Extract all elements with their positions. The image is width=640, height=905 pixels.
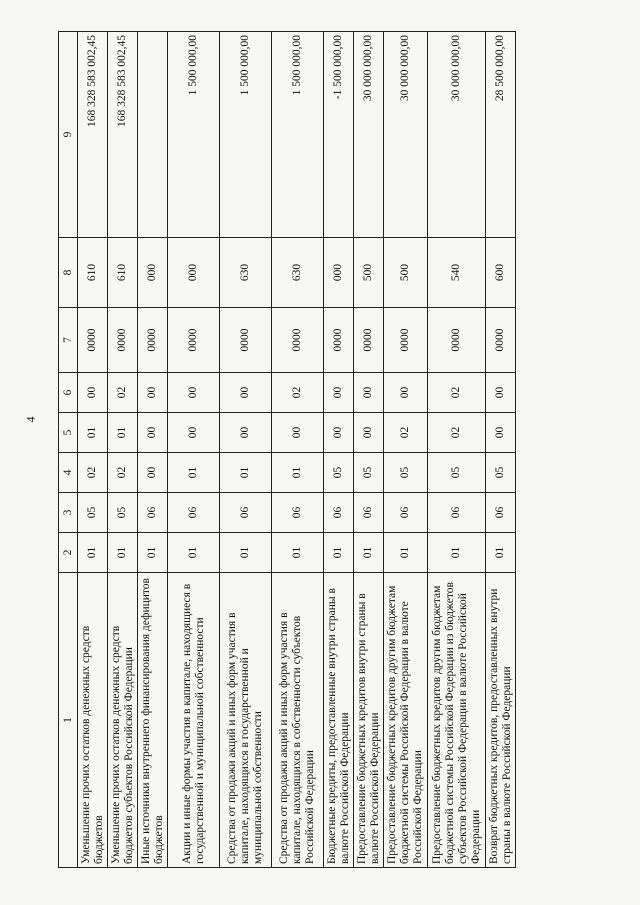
code-cell: 00 — [354, 413, 384, 453]
code-cell: 01 — [384, 533, 428, 573]
code-cell: 540 — [428, 238, 486, 308]
code-cell: 02 — [78, 453, 108, 493]
code-cell: 06 — [384, 493, 428, 533]
code-cell: 0000 — [108, 308, 138, 373]
amount-cell: 168 328 583 002,45 — [108, 32, 138, 238]
column-header: 8 — [59, 238, 78, 308]
table-row — [78, 32, 108, 868]
code-cell: 0000 — [272, 308, 324, 373]
row-label-cell: Бюджетные кредиты, предоставленные внутри страны в валюте Российской Федерации — [324, 573, 354, 868]
column-header: 7 — [59, 308, 78, 373]
code-cell: 01 — [78, 533, 108, 573]
code-cell: 01 — [324, 533, 354, 573]
table-row — [168, 32, 220, 868]
row-label-cell: Иные источники внутреннего финансирования дефицитов бюджетов — [138, 573, 168, 868]
code-cell: 00 — [220, 373, 272, 413]
row-label-cell: Предоставление бюджетных кредитов другим бюджетам бюджетной системы Российской Федерации из бюджетов субъектов Российской Федерации в валюте Российской Федерации — [428, 573, 486, 868]
code-cell: 05 — [486, 453, 516, 493]
code-cell: 06 — [324, 493, 354, 533]
code-cell: 610 — [78, 238, 108, 308]
table-row — [108, 32, 138, 868]
row-label-cell: Предоставление бюджетных кредитов внутри страны в валюте Российской Федерации — [354, 573, 384, 868]
column-header: 4 — [59, 453, 78, 493]
code-cell: 00 — [354, 373, 384, 413]
code-cell: 01 — [168, 453, 220, 493]
code-cell: 00 — [486, 373, 516, 413]
page-number: 4 — [23, 416, 38, 423]
code-cell: 05 — [428, 453, 486, 493]
table-row — [384, 32, 428, 868]
amount-cell: 28 500 000,00 — [486, 32, 516, 238]
code-cell: 0000 — [354, 308, 384, 373]
code-cell: 500 — [384, 238, 428, 308]
code-cell: 0000 — [324, 308, 354, 373]
code-cell: 01 — [108, 413, 138, 453]
code-cell: 00 — [168, 373, 220, 413]
code-cell: 01 — [220, 453, 272, 493]
code-cell: 05 — [354, 453, 384, 493]
row-label-cell: Акции и иные формы участия в капитале, находящиеся в государственной и муниципальной собственности — [168, 573, 220, 868]
code-cell: 02 — [428, 413, 486, 453]
code-cell: 01 — [108, 533, 138, 573]
code-cell: 00 — [138, 453, 168, 493]
row-label-cell: Предоставление бюджетных кредитов другим бюджетам бюджетной системы Российской Федерации в валюте Российской Федерации — [384, 573, 428, 868]
column-header: 5 — [59, 413, 78, 453]
code-cell: 600 — [486, 238, 516, 308]
column-header: 2 — [59, 533, 78, 573]
row-label-cell: Средства от продажи акций и иных форм участия в капитале, находящихся в государственной и муниципальной собственности — [220, 573, 272, 868]
header-row — [59, 32, 78, 868]
code-cell: 00 — [324, 413, 354, 453]
code-cell: 01 — [220, 533, 272, 573]
code-cell: 00 — [138, 373, 168, 413]
column-header: 9 — [59, 32, 78, 238]
code-cell: 000 — [168, 238, 220, 308]
code-cell: 0000 — [384, 308, 428, 373]
code-cell: 00 — [272, 413, 324, 453]
code-cell: 01 — [272, 453, 324, 493]
code-cell: 05 — [384, 453, 428, 493]
rotated-table-wrapper — [58, 32, 576, 868]
table-row — [138, 32, 168, 868]
code-cell: 000 — [324, 238, 354, 308]
amount-cell: 1 500 000,00 — [220, 32, 272, 238]
code-cell: 02 — [272, 373, 324, 413]
row-label-cell: Средства от продажи акций и иных форм участия в капитале, находящихся в собственности субъектов Российской Федерации — [272, 573, 324, 868]
code-cell: 02 — [108, 373, 138, 413]
code-cell: 00 — [138, 413, 168, 453]
code-cell: 000 — [138, 238, 168, 308]
code-cell: 00 — [220, 413, 272, 453]
row-label-cell: Уменьшение прочих остатков денежных средств бюджетов — [78, 573, 108, 868]
code-cell: 02 — [384, 413, 428, 453]
table-row — [272, 32, 324, 868]
code-cell: 00 — [384, 373, 428, 413]
amount-cell: 1 500 000,00 — [168, 32, 220, 238]
code-cell: 05 — [78, 493, 108, 533]
code-cell: 01 — [78, 413, 108, 453]
code-cell: 00 — [168, 413, 220, 453]
code-cell: 610 — [108, 238, 138, 308]
table-row — [354, 32, 384, 868]
code-cell: 500 — [354, 238, 384, 308]
code-cell: 01 — [168, 533, 220, 573]
table-row — [324, 32, 354, 868]
code-cell: 630 — [220, 238, 272, 308]
row-label-cell: Уменьшение прочих остатков денежных средств бюджетов субъектов Российской Федерации — [108, 573, 138, 868]
amount-cell — [138, 32, 168, 238]
code-cell: 01 — [272, 533, 324, 573]
table-row — [486, 32, 516, 868]
code-cell: 01 — [354, 533, 384, 573]
table-row — [428, 32, 486, 868]
amount-cell: -1 500 000,00 — [324, 32, 354, 238]
code-cell: 05 — [108, 493, 138, 533]
amount-cell: 30 000 000,00 — [428, 32, 486, 238]
code-cell: 06 — [138, 493, 168, 533]
sources-financing-table — [58, 31, 516, 868]
code-cell: 0000 — [78, 308, 108, 373]
code-cell: 00 — [324, 373, 354, 413]
code-cell: 0000 — [428, 308, 486, 373]
code-cell: 01 — [486, 533, 516, 573]
amount-cell: 1 500 000,00 — [272, 32, 324, 238]
code-cell: 00 — [486, 413, 516, 453]
code-cell: 06 — [272, 493, 324, 533]
column-header: 1 — [59, 573, 78, 868]
code-cell: 06 — [220, 493, 272, 533]
row-label-cell: Возврат бюджетных кредитов, предоставленных внутри страны в валюте Российской Федерации — [486, 573, 516, 868]
code-cell: 01 — [428, 533, 486, 573]
code-cell: 0000 — [168, 308, 220, 373]
amount-cell: 30 000 000,00 — [354, 32, 384, 238]
amount-cell: 30 000 000,00 — [384, 32, 428, 238]
column-header: 3 — [59, 493, 78, 533]
code-cell: 0000 — [220, 308, 272, 373]
code-cell: 01 — [138, 533, 168, 573]
code-cell: 06 — [354, 493, 384, 533]
code-cell: 02 — [428, 373, 486, 413]
code-cell: 05 — [324, 453, 354, 493]
code-cell: 630 — [272, 238, 324, 308]
code-cell: 0000 — [138, 308, 168, 373]
code-cell: 06 — [428, 493, 486, 533]
amount-cell: 168 328 583 002,45 — [78, 32, 108, 238]
code-cell: 0000 — [486, 308, 516, 373]
code-cell: 02 — [108, 453, 138, 493]
code-cell: 00 — [78, 373, 108, 413]
code-cell: 06 — [168, 493, 220, 533]
code-cell: 06 — [486, 493, 516, 533]
table-row — [220, 32, 272, 868]
column-header: 6 — [59, 373, 78, 413]
